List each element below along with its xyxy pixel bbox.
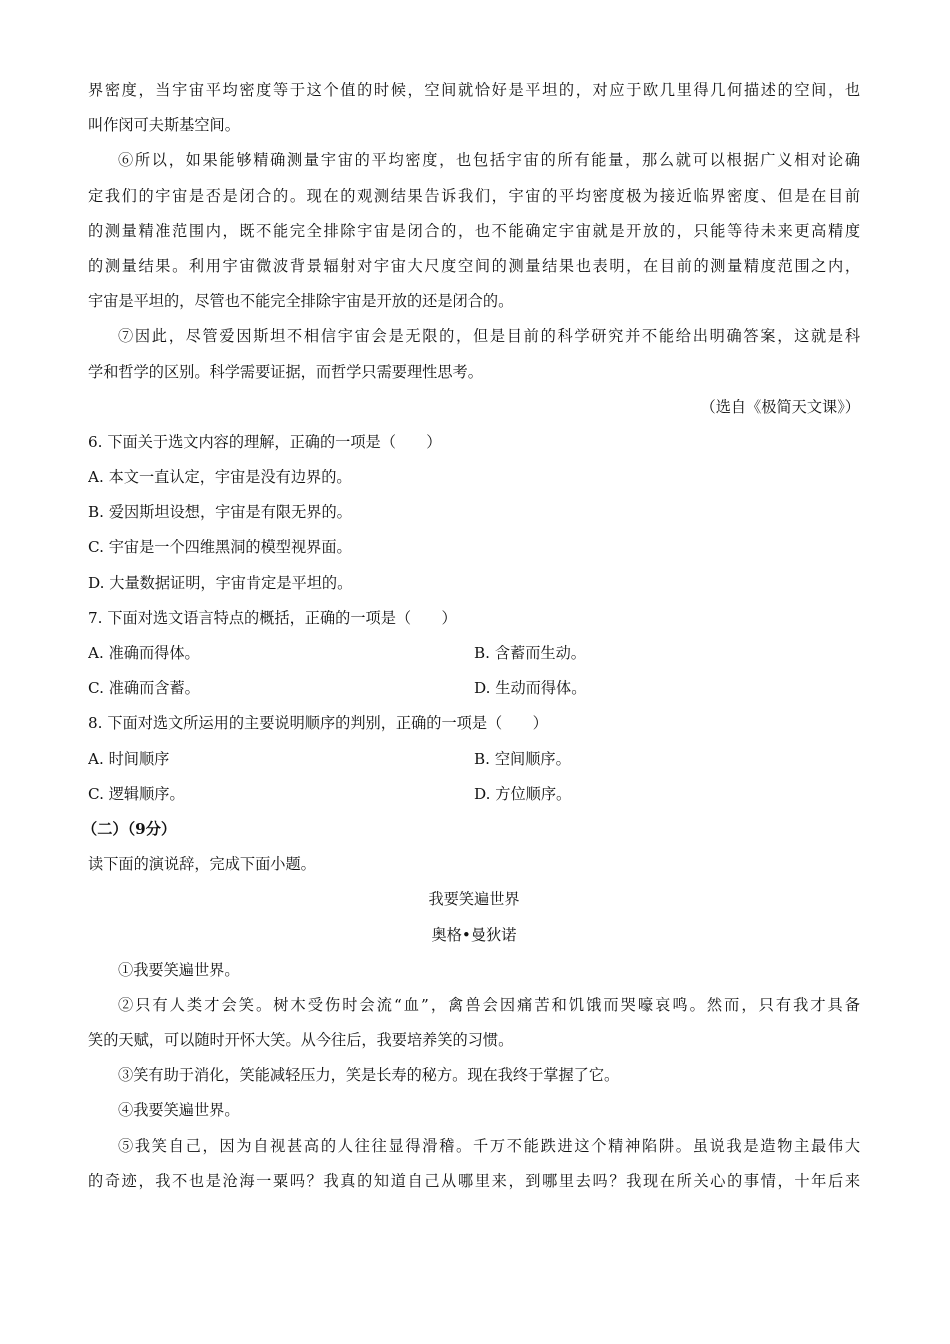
speech-title: 我要笑遍世界 <box>428 890 520 909</box>
question-7-option-d: D. 生动而得体。 <box>474 679 587 698</box>
question-6-option-d: D. 大量数据证明，宇宙肯定是平坦的。 <box>88 573 353 592</box>
question-6-stem: 6. 下面关于选文内容的理解，正确的一项是（ ） <box>88 432 442 451</box>
section-2-instruction: 读下面的演说辞，完成下面小题。 <box>88 855 316 874</box>
question-7-option-c: C. 准确而含蓄。 <box>88 679 200 698</box>
speech-line: 笑的天赋，可以随时开怀大笑。从今往后，我要培养笑的习惯。 <box>88 1031 514 1050</box>
article-paragraph-7: ⑦因此，尽管爱因斯坦不相信宇宙会是无限的，但是目前的科学研究并不能给出明确答案，这就是科 <box>118 327 860 346</box>
article-line: 学和哲学的区别。科学需要证据，而哲学只需要理性思考。 <box>88 362 483 381</box>
article-line: 的测量结果。利用宇宙微波背景辐射对宇宙大尺度空间的测量结果也表明，在目前的测量精度范围之内， <box>88 256 860 275</box>
article-line: 宇宙是平坦的，尽管也不能完全排除宇宙是开放的还是闭合的。 <box>88 292 514 311</box>
question-8-option-d: D. 方位顺序。 <box>474 784 572 803</box>
question-6-option-c: C. 宇宙是一个四维黑洞的模型视界面。 <box>88 538 352 557</box>
question-8-stem: 8. 下面对选文所运用的主要说明顺序的判别，正确的一项是（ ） <box>88 714 548 733</box>
speech-paragraph-4: ④我要笑遍世界。 <box>118 1101 240 1120</box>
article-line: 定我们的宇宙是否是闭合的。现在的观测结果告诉我们，宇宙的平均密度极为接近临界密度、但是在目前 <box>88 186 860 205</box>
question-6-option-a: A. 本文一直认定，宇宙是没有边界的。 <box>88 468 352 487</box>
question-7-option-a: A. 准确而得体。 <box>88 644 200 662</box>
speech-paragraph-3: ③笑有助于消化，笑能减轻压力，笑是长寿的秘方。现在我终于掌握了它。 <box>118 1066 620 1085</box>
article-line: 的测量精准范围内，既不能完全排除宇宙是闭合的，也不能确定宇宙就是开放的，只能等待未来更高精度 <box>88 221 860 240</box>
section-2-heading: （二）（9分） <box>82 819 177 838</box>
question-8-options-row-1 <box>88 742 860 777</box>
question-7-stem: 7. 下面对选文语言特点的概括，正确的一项是（ ） <box>88 608 457 627</box>
speech-line: 的奇迹，我不也是沧海一粟吗？我真的知道自己从哪里来，到哪里去吗？我现在所关心的事情，十年后来 <box>88 1171 860 1190</box>
article-line: 叫作闵可夫斯基空间。 <box>88 116 240 135</box>
article-paragraph-6: ⑥所以，如果能够精确测量宇宙的平均密度，也包括宇宙的所有能量，那么就可以根据广义相对论确 <box>118 151 860 170</box>
article-source: （选自《极简天文课》） <box>700 397 860 416</box>
document-page <box>82 73 860 1199</box>
speech-author: 奥格•曼狄诺 <box>431 925 517 944</box>
question-8-option-c: C. 逻辑顺序。 <box>88 784 185 803</box>
question-7-option-b: B. 含蓄而生动。 <box>474 644 586 662</box>
question-8-options-row-2 <box>88 777 860 812</box>
speech-paragraph-1: ①我要笑遍世界。 <box>118 960 240 979</box>
speech-paragraph-2: ②只有人类才会笑。树木受伤时会流“血”，禽兽会因痛苦和饥饿而哭嚎哀鸣。然而，只有我才具备 <box>118 995 860 1014</box>
question-7-options-row-1 <box>88 636 860 671</box>
question-7-options-row-2 <box>88 671 860 706</box>
question-6-option-b: B. 爱因斯坦设想，宇宙是有限无界的。 <box>88 503 352 522</box>
article-line: 界密度，当宇宙平均密度等于这个值的时候，空间就恰好是平坦的，对应于欧几里得几何描述的空间，也 <box>88 81 860 99</box>
question-8-option-a: A. 时间顺序 <box>88 749 170 768</box>
speech-paragraph-5: ⑤我笑自己，因为自视甚高的人往往显得滑稽。千万不能跌进这个精神陷阱。虽说我是造物主最伟大 <box>118 1136 860 1155</box>
question-8-option-b: B. 空间顺序。 <box>474 749 571 768</box>
